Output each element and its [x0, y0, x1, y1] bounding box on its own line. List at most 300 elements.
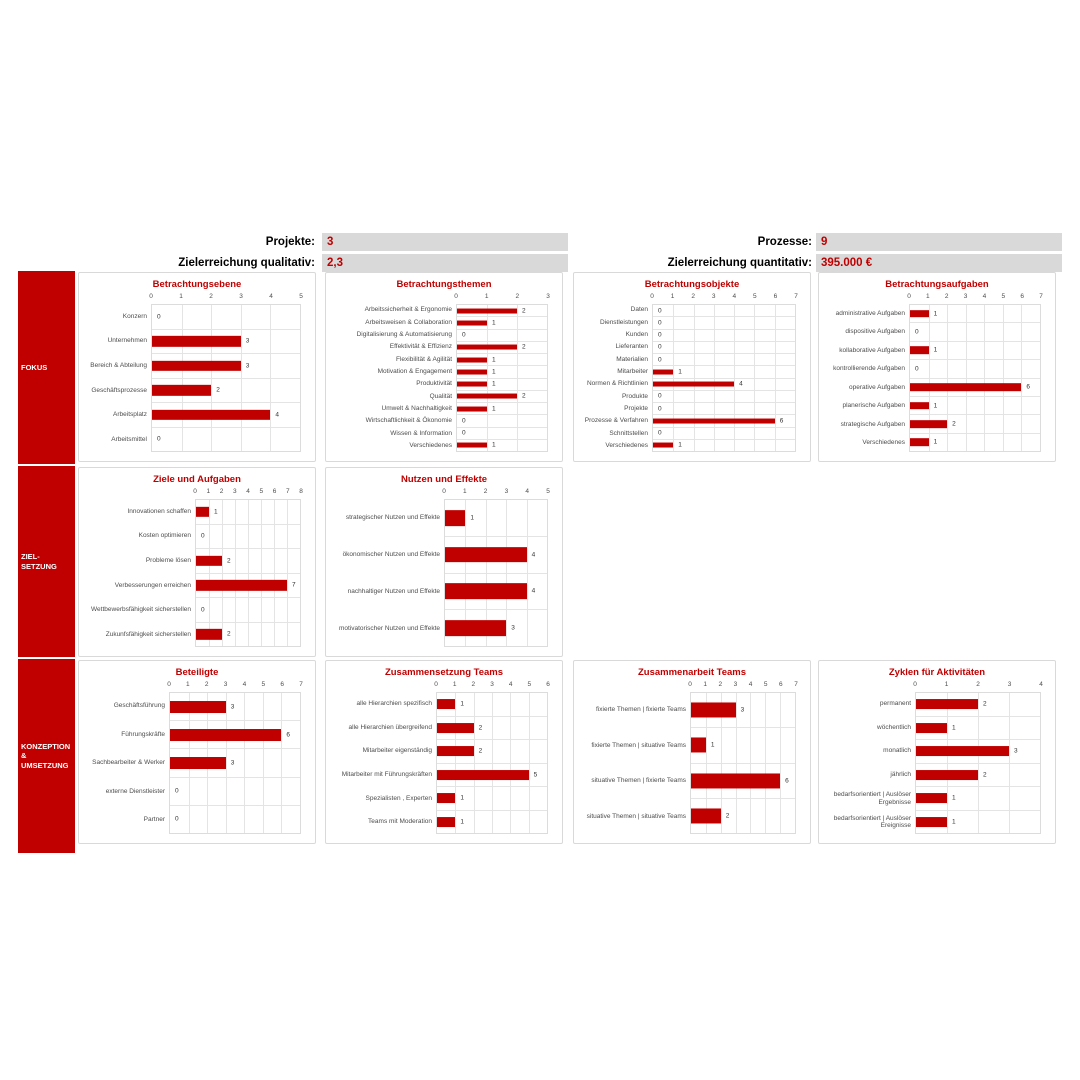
category-label: Sachbearbeiter & Werker: [92, 759, 165, 767]
chart-title: Zyklen für Aktivitäten: [888, 667, 986, 678]
value-label: 0: [915, 328, 919, 336]
chart-body: [574, 290, 810, 461]
chart-panel-beteiligte[interactable]: [78, 660, 316, 844]
chart-title: Betrachtungsaufgaben: [885, 279, 989, 290]
chart-row: [691, 693, 795, 728]
value-label: 5: [533, 771, 538, 779]
chart-row: [437, 764, 547, 788]
value-label: 0: [462, 331, 466, 339]
chart-body: [326, 678, 562, 843]
bar: [457, 345, 517, 350]
value-label: 3: [230, 703, 235, 711]
axis-tick-label: 6: [546, 681, 550, 688]
bar: [457, 443, 487, 448]
category-label: motivatorischer Nutzen und Effekte: [338, 624, 440, 632]
value-label: 0: [658, 307, 662, 315]
value-axis: [456, 292, 548, 304]
axis-tick-label: 8: [299, 488, 303, 495]
prozesse-value: 9: [821, 236, 828, 248]
value-axis: [151, 292, 301, 304]
prozesse-label: Prozesse:: [757, 236, 812, 248]
category-label: Dienstleistungen: [599, 318, 648, 326]
category-label: permanent: [879, 700, 911, 708]
bar: [437, 817, 455, 827]
chart-row: [691, 799, 795, 833]
bar: [910, 383, 1021, 391]
chart-row: [196, 598, 300, 623]
zielerreichung-qualitativ-value-box[interactable]: [322, 254, 568, 272]
chart-title: Betrachtungsthemen: [396, 279, 492, 290]
category-label: nachhaltiger Nutzen und Effekte: [347, 587, 440, 595]
chart-row: [653, 379, 795, 391]
chart-panel-betrachtungsaufgaben[interactable]: [818, 272, 1056, 462]
category-label: ökonomischer Nutzen und Effekte: [342, 550, 440, 558]
chart-row: [437, 811, 547, 834]
chart-body: [819, 678, 1055, 843]
chart-row: [152, 428, 300, 452]
category-label: fixierte Themen | situative Teams: [591, 741, 686, 749]
bar: [916, 770, 978, 780]
chart-row: [196, 549, 300, 574]
bar: [910, 420, 947, 428]
category-label: Verbesserungen erreichen: [114, 581, 191, 589]
category-label: Qualität: [429, 392, 452, 400]
chart-row: [457, 403, 547, 415]
chart-row: [457, 440, 547, 451]
chart-row: [445, 610, 547, 646]
bar: [196, 580, 287, 590]
chart-row: [916, 693, 1040, 717]
axis-tick-label: 0: [454, 293, 458, 300]
chart-body: [819, 290, 1055, 461]
category-axis: [330, 487, 444, 647]
axis-tick-label: 2: [976, 681, 980, 688]
chart-row: [445, 500, 547, 537]
value-label: 2: [522, 343, 526, 351]
category-label: planerische Aufgaben: [842, 402, 905, 410]
axis-tick-label: 3: [490, 681, 494, 688]
bar: [457, 406, 487, 411]
plot-area: [195, 499, 301, 647]
value-label: 6: [779, 417, 784, 425]
value-label: 7: [292, 581, 296, 589]
bar: [916, 699, 978, 709]
axis-tick-label: 1: [179, 293, 183, 300]
chart-row: [457, 391, 547, 403]
plot-area: [456, 304, 548, 452]
bar: [445, 620, 506, 636]
bar: [691, 738, 706, 753]
value-label: 6: [1026, 383, 1031, 391]
category-label: Lieferanten: [615, 343, 648, 351]
chart-row: [910, 379, 1040, 397]
axis-tick-label: 3: [711, 293, 716, 300]
axis-tick-label: 0: [650, 293, 654, 300]
value-label: 1: [492, 356, 496, 364]
chart-row: [437, 787, 547, 811]
plot-area: [151, 304, 301, 452]
value-label: 4: [739, 380, 743, 388]
axis-tick-label: 2: [691, 293, 695, 300]
plot: [915, 680, 1041, 834]
category-label: externe Dienstleister: [105, 787, 165, 795]
projekte-value-box[interactable]: [322, 233, 568, 251]
value-label: 6: [286, 731, 291, 739]
plot-area: [444, 499, 548, 647]
category-label: fixierte Themen | fixierte Teams: [596, 706, 686, 714]
category-label: Bereich & Abteilung: [90, 361, 147, 369]
chart-row: [152, 403, 300, 428]
bar: [437, 770, 529, 780]
category-label: strategischer Nutzen und Effekte: [345, 513, 440, 521]
category-label: monatlich: [883, 747, 911, 755]
axis-tick-label: 4: [1039, 681, 1043, 688]
axis-tick-label: 5: [1001, 293, 1006, 300]
value-label: 2: [216, 386, 220, 394]
axis-tick-label: 5: [546, 488, 550, 495]
chart-panel-nutzen-und-effekte[interactable]: [325, 467, 563, 657]
axis-tick-label: 0: [688, 681, 692, 688]
chart-row: [457, 317, 547, 329]
value-label: 1: [952, 724, 956, 732]
axis-tick-label: 1: [484, 293, 489, 300]
prozesse-value-box[interactable]: [816, 233, 1062, 251]
value-label: 6: [785, 777, 789, 785]
category-axis: [578, 292, 652, 452]
category-axis: [330, 680, 436, 834]
category-label: alle Hierarchien übergreifend: [348, 723, 432, 731]
axis-tick-label: 2: [944, 293, 949, 300]
axis-tick-label: 5: [259, 488, 264, 495]
bar: [916, 746, 1009, 756]
chart-row: [691, 764, 795, 799]
bar: [910, 402, 929, 410]
chart-row: [653, 354, 795, 366]
chart-body: [326, 290, 562, 461]
chart-panel-betrachtungsebene[interactable]: [78, 272, 316, 462]
category-axis: [83, 487, 195, 647]
zielerreichung-quantitativ-value: 395.000 €: [821, 257, 873, 269]
bar: [445, 547, 527, 563]
value-label: 1: [492, 319, 496, 327]
value-label: 1: [933, 402, 938, 410]
axis-tick-label: 2: [209, 293, 213, 300]
sidebar-section-label: FOKUS: [21, 362, 48, 372]
category-label: Flexibilität & Agilität: [396, 355, 452, 363]
category-label: Mitarbeiter eigenständig: [362, 747, 432, 755]
chart-row: [916, 811, 1040, 834]
axis-tick-label: 3: [223, 681, 228, 688]
chart-title: Betrachtungsobjekte: [644, 279, 740, 290]
chart-panel-ziele-und-aufgaben[interactable]: [78, 467, 316, 657]
category-label: strategische Aufgaben: [840, 420, 905, 428]
value-label: 1: [952, 794, 956, 802]
sidebar-section-label: KONZEPTION & UMSETZUNG: [21, 741, 71, 770]
plot: [195, 487, 301, 647]
projekte-label: Projekte:: [265, 236, 315, 248]
category-label: Mitarbeiter mit Führungskräften: [341, 771, 432, 779]
bar: [457, 394, 517, 399]
category-axis: [83, 680, 169, 834]
bar: [653, 369, 673, 374]
chart-body: [79, 678, 315, 843]
axis-tick-label: 2: [483, 488, 488, 495]
category-label: Schnittstellen: [609, 429, 648, 437]
chart-row: [653, 440, 795, 451]
axis-tick-label: 6: [1020, 293, 1024, 300]
chart-row: [196, 500, 300, 525]
category-label: Arbeitsweisen & Collaboration: [365, 318, 452, 326]
bar: [152, 385, 211, 395]
axis-tick-label: 6: [280, 681, 284, 688]
value-label: 1: [214, 508, 218, 516]
axis-tick-label: 1: [944, 681, 949, 688]
axis-tick-label: 4: [525, 488, 529, 495]
axis-tick-label: 3: [239, 293, 243, 300]
category-label: alle Hierarchien spezifisch: [356, 700, 432, 708]
chart-row: [170, 721, 300, 749]
category-label: Innovationen schaffen: [127, 507, 191, 515]
axis-tick-label: 0: [907, 293, 911, 300]
plot: [456, 292, 548, 452]
axis-tick-label: 6: [779, 681, 783, 688]
axis-tick-label: 1: [206, 488, 211, 495]
category-label: administrative Aufgaben: [835, 309, 905, 317]
chart-row: [445, 537, 547, 574]
chart-row: [653, 366, 795, 378]
value-label: 1: [492, 441, 496, 449]
axis-tick-label: 3: [504, 488, 509, 495]
chart-row: [152, 305, 300, 330]
plot-area: [915, 692, 1041, 834]
value-label: 1: [492, 380, 496, 388]
category-label: Effektivität & Effizienz: [389, 343, 452, 351]
plot: [652, 292, 796, 452]
value-label: 4: [531, 587, 536, 595]
category-label: operative Aufgaben: [848, 383, 905, 391]
category-label: Verschiedenes: [862, 439, 905, 447]
chart-row: [196, 574, 300, 599]
value-label: 1: [933, 438, 938, 446]
bar: [196, 507, 209, 517]
bar: [653, 382, 734, 387]
category-label: Unternehmen: [107, 337, 147, 345]
chart-row: [170, 806, 300, 833]
value-label: 0: [658, 319, 662, 327]
axis-tick-label: 1: [926, 293, 930, 300]
value-label: 4: [275, 411, 280, 419]
chart-row: [910, 305, 1040, 323]
bar: [691, 773, 780, 788]
category-label: jährlich: [890, 771, 911, 779]
chart-row: [916, 764, 1040, 788]
value-label: 0: [175, 815, 179, 823]
value-axis: [915, 680, 1041, 692]
category-label: Verschiedenes: [605, 442, 648, 450]
category-label: Arbeitsplatz: [113, 411, 147, 419]
value-axis: [444, 487, 548, 499]
category-label: Wissen & Information: [390, 429, 452, 437]
chart-row: [196, 525, 300, 550]
axis-tick-label: 2: [718, 681, 723, 688]
axis-tick-label: 4: [732, 293, 737, 300]
bar: [910, 347, 929, 355]
value-label: 2: [227, 630, 231, 638]
value-label: 1: [492, 405, 496, 413]
axis-tick-label: 3: [232, 488, 237, 495]
axis-tick-label: 4: [269, 293, 273, 300]
axis-tick-label: 4: [748, 681, 753, 688]
value-label: 1: [460, 700, 464, 708]
plot: [444, 487, 548, 647]
value-label: 0: [658, 331, 662, 339]
chart-row: [910, 434, 1040, 451]
sidebar-section-zielsetzung: [18, 466, 75, 657]
category-label: Verschiedenes: [409, 442, 452, 450]
plot-area: [169, 692, 301, 834]
bar: [437, 723, 474, 733]
chart-title: Beteiligte: [175, 667, 219, 678]
value-label: 0: [658, 356, 662, 364]
chart-row: [170, 693, 300, 721]
zielerreichung-quantitativ-label: Zielerreichung quantitativ:: [667, 257, 812, 269]
value-label: 2: [983, 771, 987, 779]
axis-tick-label: 2: [219, 488, 224, 495]
chart-row: [196, 623, 300, 647]
category-label: Wirtschaftlichkeit & Ökonomie: [365, 417, 452, 425]
axis-tick-label: 3: [963, 293, 968, 300]
category-label: Daten: [630, 306, 648, 314]
category-axis: [823, 292, 909, 452]
value-label: 2: [522, 307, 526, 315]
bar: [437, 699, 455, 709]
value-label: 1: [460, 818, 464, 826]
chart-row: [653, 391, 795, 403]
axis-tick-label: 5: [753, 293, 757, 300]
value-label: 1: [952, 818, 956, 826]
chart-row: [653, 403, 795, 415]
category-label: Materialien: [616, 355, 648, 363]
chart-row: [457, 366, 547, 378]
chart-panel-betrachtungsobjekte[interactable]: [573, 272, 811, 462]
axis-tick-label: 7: [299, 681, 303, 688]
value-label: 3: [740, 706, 745, 714]
chart-row: [170, 749, 300, 777]
axis-tick-label: 3: [733, 681, 738, 688]
chart-row: [457, 379, 547, 391]
chart-row: [653, 305, 795, 317]
value-label: 2: [522, 392, 526, 400]
value-label: 4: [531, 551, 536, 559]
axis-tick-label: 0: [913, 681, 917, 688]
chart-row: [910, 360, 1040, 378]
plot: [436, 680, 548, 834]
axis-tick-label: 4: [242, 681, 247, 688]
chart-row: [653, 330, 795, 342]
category-axis: [578, 680, 690, 834]
chart-panel-betrachtungsthemen[interactable]: [325, 272, 563, 462]
chart-body: [326, 485, 562, 656]
zielerreichung-quantitativ-value-box[interactable]: [816, 254, 1062, 272]
value-label: 0: [462, 417, 466, 425]
category-label: Produkte: [621, 392, 648, 400]
value-label: 2: [725, 812, 730, 820]
value-label: 1: [470, 514, 475, 522]
axis-tick-label: 1: [703, 681, 707, 688]
chart-panel-zusammenarbeit-teams[interactable]: [573, 660, 811, 844]
chart-title: Nutzen und Effekte: [400, 474, 488, 485]
axis-tick-label: 1: [186, 681, 190, 688]
value-axis: [652, 292, 796, 304]
plot-area: [652, 304, 796, 452]
category-label: Probleme lösen: [145, 556, 191, 564]
value-label: 2: [227, 557, 231, 565]
value-axis: [436, 680, 548, 692]
plot: [690, 680, 796, 834]
value-label: 3: [511, 624, 515, 632]
axis-tick-label: 5: [261, 681, 266, 688]
category-label: wöchentlich: [877, 723, 911, 731]
axis-tick-label: 4: [982, 293, 987, 300]
category-label: situative Themen | fixierte Teams: [591, 777, 686, 785]
bar: [457, 382, 487, 387]
axis-tick-label: 1: [670, 293, 675, 300]
category-label: Digitalisierung & Automatisierung: [356, 331, 452, 339]
axis-tick-label: 7: [285, 488, 290, 495]
category-label: Geschäftsprozesse: [91, 386, 147, 394]
value-label: 0: [157, 435, 161, 443]
bar: [910, 438, 929, 446]
category-label: Konzern: [122, 312, 147, 320]
value-label: 2: [478, 724, 483, 732]
category-label: Geschäftsführung: [113, 702, 165, 710]
bar: [196, 629, 222, 639]
category-axis: [823, 680, 915, 834]
axis-tick-label: 2: [515, 293, 520, 300]
axis-tick-label: 7: [794, 681, 798, 688]
chart-row: [152, 330, 300, 355]
chart-panel-zusammensetzung-teams[interactable]: [325, 660, 563, 844]
chart-title: Betrachtungsebene: [152, 279, 242, 290]
value-label: 1: [678, 368, 682, 376]
bar: [437, 793, 455, 803]
chart-body: [574, 678, 810, 843]
value-label: 2: [478, 747, 483, 755]
axis-tick-label: 7: [1039, 293, 1043, 300]
chart-row: [653, 428, 795, 440]
category-axis: [330, 292, 456, 452]
chart-row: [457, 428, 547, 440]
value-axis: [195, 487, 301, 499]
bar: [196, 556, 222, 566]
bar: [457, 320, 487, 325]
axis-tick-label: 6: [272, 488, 277, 495]
chart-panel-zyklen-fuer-aktivitaeten[interactable]: [818, 660, 1056, 844]
sidebar-section-konzeption-umsetzung: [18, 659, 75, 853]
value-label: 0: [658, 405, 662, 413]
axis-tick-label: 6: [773, 293, 778, 300]
chart-body: [79, 485, 315, 656]
chart-title: Zusammensetzung Teams: [384, 667, 504, 678]
category-label: Produktivität: [416, 380, 452, 388]
value-label: 1: [460, 794, 464, 802]
sidebar-section-label: ZIEL-SETZUNG: [21, 552, 57, 571]
axis-tick-label: 7: [794, 293, 798, 300]
axis-tick-label: 5: [299, 293, 303, 300]
bar: [170, 701, 226, 713]
value-label: 0: [658, 429, 662, 437]
axis-tick-label: 4: [508, 681, 513, 688]
